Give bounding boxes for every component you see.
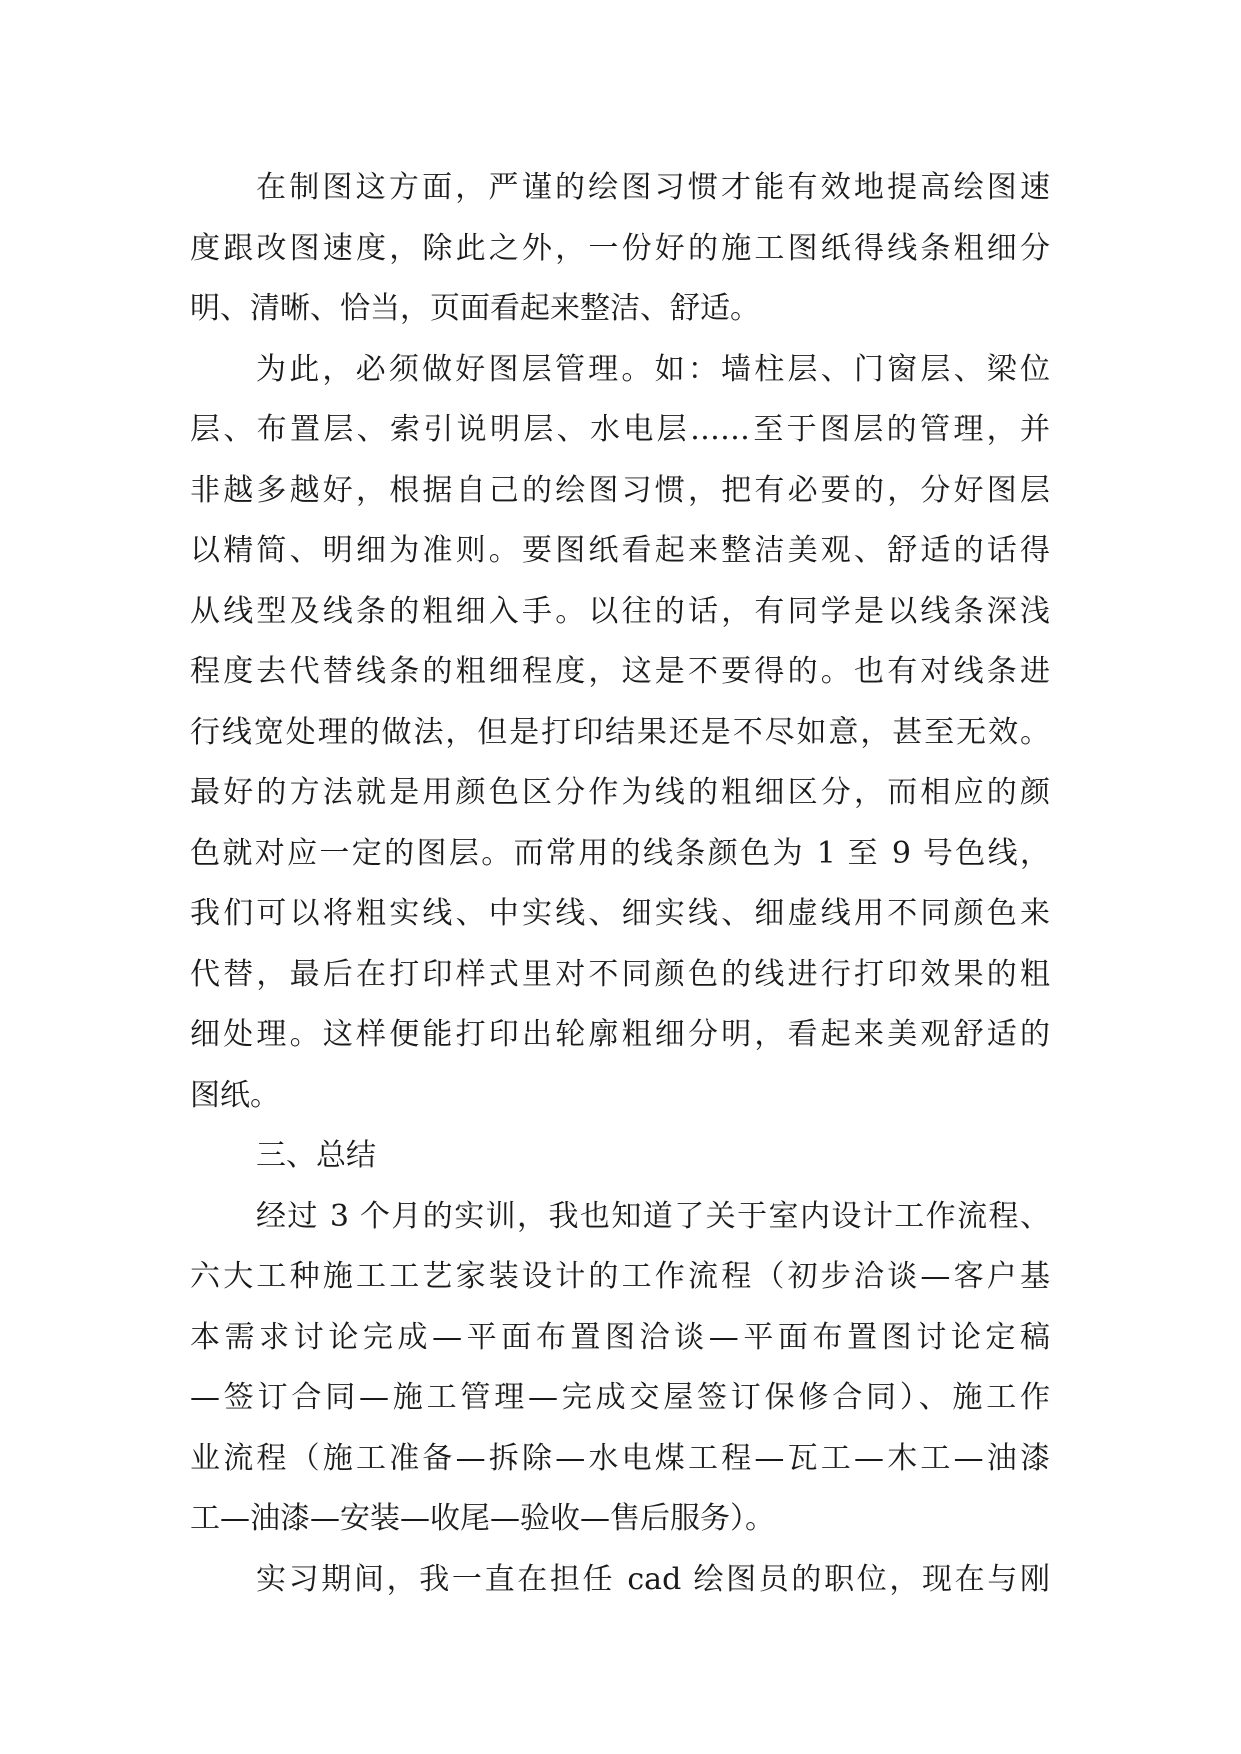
- paragraph-line: 非越多越好，根据自己的绘图习惯，把有必要的，分好图层: [190, 472, 1050, 508]
- paragraph-line: 层、布置层、索引说明层、水电层……至于图层的管理，并: [190, 412, 1050, 447]
- paragraph-line: 本需求讨论完成—平面布置图洽谈—平面布置图讨论定稿: [190, 1319, 1050, 1355]
- paragraph-line: 图纸。: [190, 1077, 280, 1113]
- paragraph-line: 行线宽处理的做法，但是打印结果还是不尽如意，甚至无效。: [190, 714, 1050, 750]
- paragraph-line: 业流程（施工准备—拆除—水电煤工程—瓦工—木工—油漆: [190, 1440, 1050, 1476]
- paragraph-line: 实习期间，我一直在担任 cad 绘图员的职位，现在与刚: [256, 1561, 1050, 1597]
- paragraph-line: 度跟改图速度，除此之外，一份好的施工图纸得线条粗细分: [190, 230, 1050, 266]
- paragraph-line: 明、清晰、恰当，页面看起来整洁、舒适。: [190, 291, 760, 326]
- paragraph-line: 六大工种施工工艺家装设计的工作流程（初步洽谈—客户基: [190, 1259, 1050, 1294]
- paragraph-line: 以精简、明细为准则。要图纸看起来整洁美观、舒适的话得: [190, 533, 1050, 568]
- section-heading: 三、总结: [256, 1138, 376, 1173]
- paragraph-line: 经过 3 个月的实训，我也知道了关于室内设计工作流程、: [256, 1198, 1050, 1234]
- paragraph-line: 代替，最后在打印样式里对不同颜色的线进行打印效果的粗: [190, 956, 1050, 992]
- paragraph-line: 程度去代替线条的粗细程度，这是不要得的。也有对线条进: [190, 654, 1050, 689]
- paragraph-line: 工—油漆—安装—收尾—验收—售后服务）。: [190, 1501, 775, 1536]
- paragraph-line: 从线型及线条的粗细入手。以往的话，有同学是以线条深浅: [190, 593, 1050, 629]
- paragraph-line: 为此，必须做好图层管理。如：墙柱层、门窗层、梁位: [256, 351, 1050, 387]
- paragraph-line: —签订合同—施工管理—完成交屋签订保修合同）、施工作: [190, 1380, 1050, 1415]
- body-text: [190, 158, 1050, 1610]
- paragraph-line: 我们可以将粗实线、中实线、细实线、细虚线用不同颜色来: [190, 896, 1050, 931]
- paragraph-line: 细处理。这样便能打印出轮廓粗细分明，看起来美观舒适的: [190, 1017, 1050, 1052]
- paragraph-line: 色就对应一定的图层。而常用的线条颜色为 1 至 9 号色线，: [190, 835, 1050, 871]
- paragraph-line: 在制图这方面，严谨的绘图习惯才能有效地提高绘图速: [256, 170, 1050, 205]
- paragraph-line: 最好的方法就是用颜色区分作为线的粗细区分，而相应的颜: [190, 775, 1050, 810]
